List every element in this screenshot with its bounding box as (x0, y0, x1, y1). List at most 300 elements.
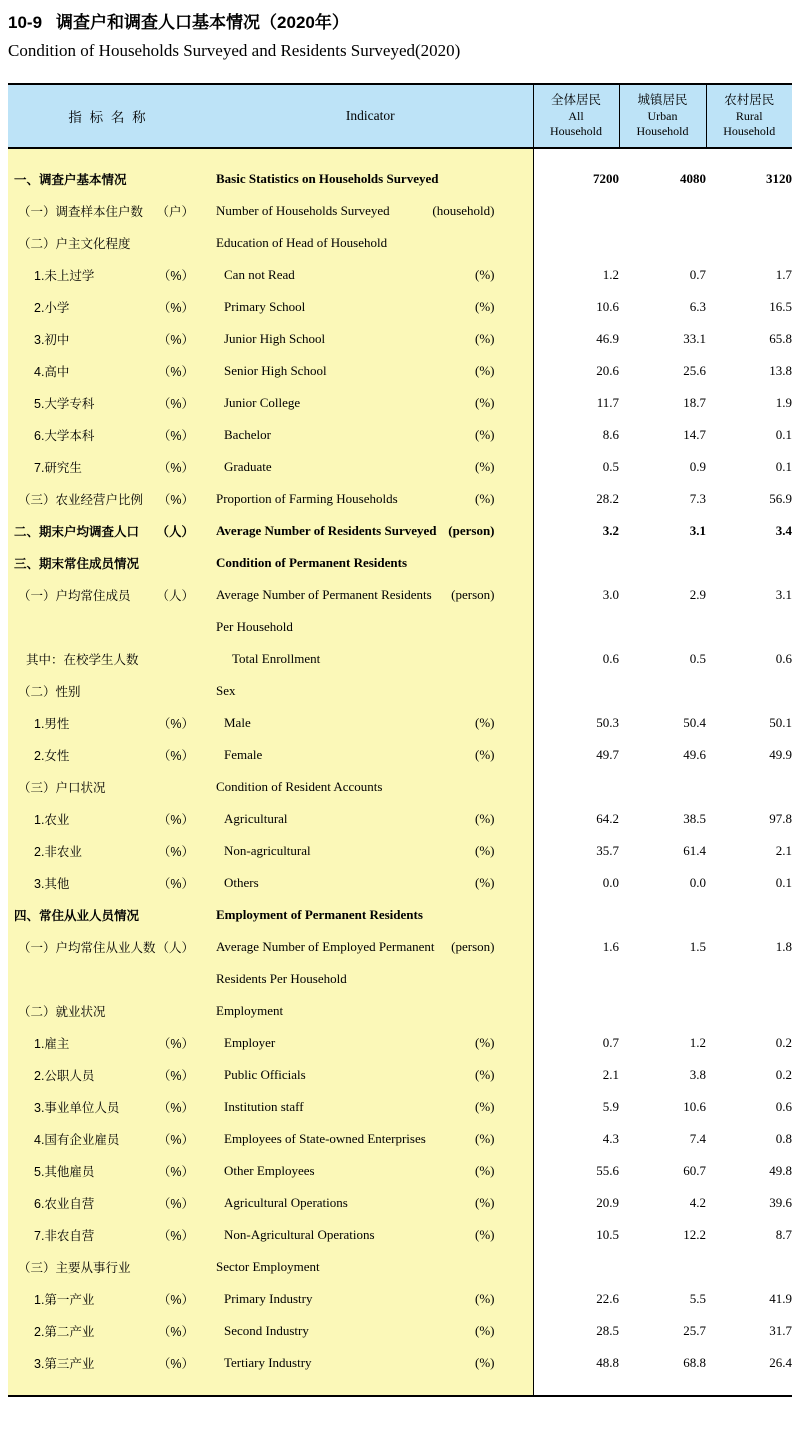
row-label-en (208, 803, 533, 835)
row-unit-zh: （%） (157, 333, 194, 347)
table-row (8, 1347, 792, 1396)
table-cell-value (533, 1251, 619, 1283)
table-cell-value: 41.9 (706, 1283, 792, 1315)
row-label-zh (8, 148, 208, 195)
row-label-zh (8, 963, 208, 995)
row-unit-en: (person) (451, 587, 495, 602)
table-cell-value: 1.8 (706, 931, 792, 963)
table-cell-value: 28.2 (533, 483, 619, 515)
table-row (8, 739, 792, 771)
row-label-zh (8, 547, 208, 579)
row-label-en (208, 1091, 533, 1123)
table-row (8, 451, 792, 483)
row-unit-en: (%) (475, 1035, 495, 1050)
row-label-zh (8, 1251, 208, 1283)
row-unit-en: (%) (475, 1131, 495, 1146)
header-indicator-zh: 指 标 名 称 (8, 84, 208, 148)
row-label-zh-text: 2.非农业 （%） (8, 842, 208, 860)
table-cell-value: 10.6 (619, 1091, 706, 1123)
table-row (8, 675, 792, 707)
table-cell-value: 0.6 (706, 1091, 792, 1123)
row-label-en-text: Male (%) (224, 715, 495, 730)
table-cell-value: 56.9 (706, 483, 792, 515)
row-label-zh (8, 995, 208, 1027)
row-label-en-text: Total Enrollment (232, 651, 321, 666)
table-cell-value (619, 675, 706, 707)
table-row (8, 515, 792, 547)
table-cell-value: 0.8 (706, 1123, 792, 1155)
table-cell-value (533, 771, 619, 803)
table-row (8, 291, 792, 323)
table-cell-value: 1.5 (619, 931, 706, 963)
row-unit-en: (person) (451, 939, 495, 954)
row-label-en (208, 483, 533, 515)
row-label-zh-text: （二）户主文化程度 (18, 237, 131, 251)
table-cell-value (619, 547, 706, 579)
table-cell-value: 49.9 (706, 739, 792, 771)
row-label-en (208, 995, 533, 1027)
table-cell-value (619, 1251, 706, 1283)
table-cell-value: 3120 (706, 148, 792, 195)
row-label-en (208, 963, 533, 995)
row-label-zh-text: 6.农业自营 （%） (8, 1194, 208, 1212)
table-cell-value (533, 899, 619, 931)
row-unit-zh: （%） (157, 813, 194, 827)
table-row (8, 931, 792, 963)
row-label-zh-text: 4.高中 （%） (8, 362, 208, 380)
row-label-zh (8, 1219, 208, 1251)
row-label-en (208, 355, 533, 387)
statistical-table-page (0, 8, 800, 1397)
page-title-english: Condition of Households Surveyed and Residents Surveyed(2020) (8, 41, 461, 60)
table-header-row (8, 84, 792, 148)
table-cell-value: 7200 (533, 148, 619, 195)
header-col-rural-en1: Rural (735, 108, 763, 123)
row-unit-zh: （%） (157, 397, 194, 411)
row-label-en (208, 451, 533, 483)
row-label-zh (8, 1091, 208, 1123)
table-cell-value: 2.1 (706, 835, 792, 867)
table-row (8, 323, 792, 355)
row-unit-en: (%) (475, 747, 495, 762)
row-label-en-text: Average Number of Permanent Residents (person) (216, 587, 495, 602)
table-row (8, 1219, 792, 1251)
row-unit-zh: （%） (157, 1133, 194, 1147)
row-unit-zh: （%） (157, 365, 194, 379)
row-label-zh (8, 1059, 208, 1091)
table-title-zh: 调查户和调查人口基本情况（2020年） (56, 13, 349, 32)
table-row (8, 483, 792, 515)
table-cell-value: 0.0 (619, 867, 706, 899)
table-cell-value: 49.7 (533, 739, 619, 771)
row-label-zh-text: 4.国有企业雇员 （%） (8, 1130, 208, 1148)
row-unit-en: (%) (475, 491, 495, 506)
header-col-urban-zh: 城镇居民 (637, 93, 688, 108)
row-label-zh (8, 419, 208, 451)
row-unit-zh: （%） (157, 493, 194, 507)
row-label-zh-text: 1.男性 （%） (8, 714, 208, 732)
header-col-all-en2: Household (550, 123, 602, 138)
table-cell-value: 3.1 (619, 515, 706, 547)
table-cell-value: 1.7 (706, 259, 792, 291)
row-label-en (208, 387, 533, 419)
row-label-zh (8, 483, 208, 515)
row-label-en-text: Residents Per Household (216, 971, 347, 986)
table-cell-value (706, 547, 792, 579)
table-cell-value (533, 611, 619, 643)
table-cell-value: 35.7 (533, 835, 619, 867)
row-label-en-text: Agricultural (%) (224, 811, 495, 826)
table-cell-value: 0.6 (706, 643, 792, 675)
row-label-en (208, 419, 533, 451)
row-label-en-text: Education of Head of Household (216, 235, 388, 250)
row-unit-zh: （%） (157, 1165, 194, 1179)
header-col-all-en1: All (568, 108, 584, 123)
row-label-en-text: Female (%) (224, 747, 495, 762)
table-cell-value: 3.4 (706, 515, 792, 547)
table-cell-value (619, 195, 706, 227)
table-cell-value: 1.6 (533, 931, 619, 963)
table-cell-value: 18.7 (619, 387, 706, 419)
row-label-en-text: Non-agricultural (%) (224, 843, 495, 858)
table-cell-value: 0.7 (619, 259, 706, 291)
row-label-zh-text: 2.小学 （%） (8, 298, 208, 316)
table-row (8, 1251, 792, 1283)
table-cell-value: 31.7 (706, 1315, 792, 1347)
table-cell-value: 60.7 (619, 1155, 706, 1187)
header-col-urban-en1: Urban (647, 108, 678, 123)
table-cell-value (706, 899, 792, 931)
table-body (8, 148, 792, 1396)
table-row (8, 835, 792, 867)
row-unit-en: (%) (475, 331, 495, 346)
row-label-en-text: Condition of Resident Accounts (216, 779, 383, 794)
header-col-urban-en2: Household (636, 123, 689, 138)
table-cell-value: 55.6 (533, 1155, 619, 1187)
table-row (8, 227, 792, 259)
row-label-en (208, 899, 533, 931)
row-unit-zh: （%） (157, 845, 194, 859)
row-label-zh (8, 291, 208, 323)
row-label-en-text: Employment (216, 1003, 284, 1018)
table-cell-value: 5.9 (533, 1091, 619, 1123)
table-cell-value: 0.1 (706, 867, 792, 899)
row-label-en (208, 867, 533, 899)
row-label-en (208, 643, 533, 675)
table-cell-value: 1.9 (706, 387, 792, 419)
header-col-rural-en2: Household (723, 123, 776, 138)
row-label-en (208, 515, 533, 547)
table-row (8, 1155, 792, 1187)
row-label-en-text: Sex (216, 683, 236, 698)
table-cell-value: 46.9 (533, 323, 619, 355)
row-label-zh-text: 三、期末常住成员情况 (14, 557, 140, 571)
row-label-en (208, 291, 533, 323)
table-cell-value: 64.2 (533, 803, 619, 835)
header-indicator-en: Indicator (208, 84, 533, 148)
row-label-zh-text: 3.初中 （%） (8, 330, 208, 348)
row-label-zh-text: （三）主要从事行业 (18, 1261, 131, 1275)
table-cell-value (619, 771, 706, 803)
table-cell-value: 20.9 (533, 1187, 619, 1219)
row-label-zh (8, 643, 208, 675)
row-unit-zh: （%） (157, 1293, 194, 1307)
row-label-en (208, 227, 533, 259)
table-cell-value: 50.1 (706, 707, 792, 739)
table-row (8, 1123, 792, 1155)
row-label-en (208, 1283, 533, 1315)
table-number: 10-9 (8, 13, 43, 32)
table-cell-value (533, 227, 619, 259)
row-label-zh (8, 867, 208, 899)
table-row (8, 419, 792, 451)
row-label-en-text: Junior College (%) (224, 395, 495, 410)
table-cell-value: 48.8 (533, 1347, 619, 1396)
row-label-zh-text: （一）调查样本住户数 （户） (8, 202, 208, 220)
row-unit-en: (%) (475, 1355, 495, 1370)
row-label-en-text: Agricultural Operations (%) (224, 1195, 495, 1210)
page-title-chinese (8, 8, 800, 33)
table-cell-value: 50.3 (533, 707, 619, 739)
row-unit-en: (%) (475, 363, 495, 378)
table-cell-value: 4080 (619, 148, 706, 195)
row-label-en (208, 259, 533, 291)
row-label-zh-text: 其中：在校学生人数 (26, 653, 139, 667)
table-cell-value: 0.7 (533, 1027, 619, 1059)
row-unit-zh: （%） (157, 1325, 194, 1339)
row-unit-zh: （%） (157, 877, 194, 891)
row-label-zh (8, 803, 208, 835)
table-cell-value: 20.6 (533, 355, 619, 387)
table-row (8, 643, 792, 675)
table-cell-value: 11.7 (533, 387, 619, 419)
row-label-en-text: Non-Agricultural Operations (%) (224, 1227, 495, 1242)
row-label-zh (8, 323, 208, 355)
row-label-zh-text: （三）户口状况 (18, 781, 106, 795)
row-unit-zh: （%） (157, 1357, 194, 1371)
table-cell-value (706, 771, 792, 803)
row-label-en (208, 1059, 533, 1091)
table-cell-value: 10.5 (533, 1219, 619, 1251)
row-label-zh (8, 931, 208, 963)
row-label-en (208, 835, 533, 867)
row-unit-zh: （人） (156, 589, 194, 603)
row-unit-en: (person) (448, 523, 495, 538)
table-cell-value: 3.8 (619, 1059, 706, 1091)
table-cell-value: 0.1 (706, 419, 792, 451)
table-row (8, 771, 792, 803)
table-cell-value: 1.2 (533, 259, 619, 291)
row-label-en-text: Primary Industry (%) (224, 1291, 495, 1306)
table-cell-value: 65.8 (706, 323, 792, 355)
row-label-en (208, 1251, 533, 1283)
table-cell-value: 22.6 (533, 1283, 619, 1315)
table-row (8, 1091, 792, 1123)
table-cell-value: 61.4 (619, 835, 706, 867)
row-label-en-text: Primary School (%) (224, 299, 495, 314)
row-unit-en: (%) (475, 811, 495, 826)
row-label-zh (8, 195, 208, 227)
row-label-zh (8, 579, 208, 611)
table-row (8, 259, 792, 291)
row-label-zh (8, 227, 208, 259)
row-label-zh (8, 1155, 208, 1187)
row-unit-zh: （%） (157, 749, 194, 763)
row-label-en (208, 148, 533, 195)
table-cell-value (533, 963, 619, 995)
row-unit-zh: （%） (157, 461, 194, 475)
row-unit-en: (%) (475, 843, 495, 858)
row-label-en-text: Average Number of Residents Surveyed (person) (216, 523, 495, 538)
row-label-zh (8, 835, 208, 867)
row-label-en-text: Sector Employment (216, 1259, 320, 1274)
table-cell-value: 68.8 (619, 1347, 706, 1396)
row-label-zh (8, 1187, 208, 1219)
header-col-urban-household (619, 84, 706, 148)
row-label-en-text: Graduate (%) (224, 459, 495, 474)
table-cell-value: 38.5 (619, 803, 706, 835)
row-unit-en: (%) (475, 1195, 495, 1210)
row-unit-zh: （人） (156, 525, 194, 539)
row-label-en-text: Number of Households Surveyed (household) (216, 203, 495, 218)
row-label-zh (8, 899, 208, 931)
row-label-en (208, 1187, 533, 1219)
row-label-zh (8, 1027, 208, 1059)
row-label-zh (8, 1315, 208, 1347)
row-label-en-text: Tertiary Industry (%) (224, 1355, 495, 1370)
row-unit-en: (%) (475, 459, 495, 474)
table-row (8, 1315, 792, 1347)
row-label-en (208, 611, 533, 643)
table-row (8, 963, 792, 995)
table-cell-value: 0.5 (533, 451, 619, 483)
table-cell-value (533, 195, 619, 227)
row-label-zh-text: 1.未上过学 （%） (8, 266, 208, 284)
row-label-en-text: Employment of Permanent Residents (216, 907, 423, 922)
row-label-en (208, 1315, 533, 1347)
row-unit-zh: （%） (157, 429, 194, 443)
row-label-zh-text: 7.研究生 （%） (8, 458, 208, 476)
table-cell-value (706, 611, 792, 643)
table-row (8, 547, 792, 579)
row-unit-zh: （户） (156, 205, 194, 219)
table-row (8, 1059, 792, 1091)
table-cell-value: 7.4 (619, 1123, 706, 1155)
row-label-zh (8, 739, 208, 771)
row-label-en (208, 1347, 533, 1396)
row-label-zh (8, 707, 208, 739)
table-cell-value: 5.5 (619, 1283, 706, 1315)
row-label-en (208, 675, 533, 707)
row-label-zh-text: 3.第三产业 （%） (8, 1354, 208, 1372)
row-label-zh-text: 3.其他 （%） (8, 874, 208, 892)
table-row (8, 355, 792, 387)
row-label-en-text: Second Industry (%) (224, 1323, 495, 1338)
row-label-zh-text: 1.农业 （%） (8, 810, 208, 828)
row-label-en (208, 547, 533, 579)
table-cell-value: 49.6 (619, 739, 706, 771)
row-label-en-text: Bachelor (%) (224, 427, 495, 442)
table-cell-value: 3.1 (706, 579, 792, 611)
row-label-en-text: Proportion of Farming Households (%) (216, 491, 495, 506)
table-cell-value: 8.7 (706, 1219, 792, 1251)
table-row (8, 867, 792, 899)
row-unit-en: (%) (475, 1163, 495, 1178)
row-label-zh (8, 771, 208, 803)
table-cell-value (619, 963, 706, 995)
row-unit-zh: （%） (157, 1069, 194, 1083)
row-label-zh-text: 7.非农自营 （%） (8, 1226, 208, 1244)
table-cell-value: 6.3 (619, 291, 706, 323)
table-row (8, 1187, 792, 1219)
row-unit-en: (%) (475, 1323, 495, 1338)
table-row (8, 899, 792, 931)
row-label-zh-text: 2.第二产业 （%） (8, 1322, 208, 1340)
row-unit-en: (%) (475, 715, 495, 730)
table-cell-value: 13.8 (706, 355, 792, 387)
table-cell-value: 26.4 (706, 1347, 792, 1396)
row-label-en (208, 931, 533, 963)
row-label-zh-text: （一）户均常住从业人数 （人） (8, 938, 208, 956)
table-cell-value (619, 611, 706, 643)
row-label-en (208, 771, 533, 803)
table-cell-value: 39.6 (706, 1187, 792, 1219)
table-cell-value: 0.6 (533, 643, 619, 675)
table-cell-value (706, 995, 792, 1027)
row-label-en-text: Public Officials (%) (224, 1067, 495, 1082)
table-cell-value: 4.2 (619, 1187, 706, 1219)
table-cell-value: 25.7 (619, 1315, 706, 1347)
row-label-en-text: Senior High School (%) (224, 363, 495, 378)
table-row (8, 707, 792, 739)
row-label-zh (8, 1123, 208, 1155)
row-label-zh-text: （二）性别 (18, 685, 81, 699)
table-cell-value: 7.3 (619, 483, 706, 515)
table-cell-value: 16.5 (706, 291, 792, 323)
row-label-en-text: Other Employees (%) (224, 1163, 495, 1178)
row-label-zh-text: 1.雇主 （%） (8, 1034, 208, 1052)
row-unit-en: (household) (432, 203, 495, 218)
row-label-en-text: Can not Read (%) (224, 267, 495, 282)
row-unit-zh: （%） (157, 1229, 194, 1243)
table-cell-value (706, 1251, 792, 1283)
row-unit-zh: （人） (156, 941, 194, 955)
table-cell-value: 2.1 (533, 1059, 619, 1091)
row-label-zh-text: 一、调查户基本情况 (14, 173, 127, 187)
row-unit-en: (%) (475, 395, 495, 410)
row-label-en-text: Basic Statistics on Households Surveyed (216, 171, 439, 186)
table-row (8, 1283, 792, 1315)
row-label-en-text: Junior High School (%) (224, 331, 495, 346)
row-label-zh (8, 355, 208, 387)
row-label-zh (8, 1283, 208, 1315)
row-label-zh-text: （三）农业经营户比例 （%） (8, 490, 208, 508)
row-unit-zh: （%） (157, 1037, 194, 1051)
header-col-all-household (533, 84, 619, 148)
table-cell-value (533, 547, 619, 579)
table-cell-value: 0.5 (619, 643, 706, 675)
table-cell-value: 0.2 (706, 1059, 792, 1091)
row-label-en-text: Employees of State-owned Enterprises (%) (224, 1131, 495, 1146)
table-row (8, 195, 792, 227)
table-row (8, 579, 792, 611)
row-unit-zh: （%） (157, 1101, 194, 1115)
table-cell-value: 0.9 (619, 451, 706, 483)
table-cell-value: 10.6 (533, 291, 619, 323)
table-cell-value (533, 675, 619, 707)
table-cell-value: 8.6 (533, 419, 619, 451)
row-unit-en: (%) (475, 1099, 495, 1114)
